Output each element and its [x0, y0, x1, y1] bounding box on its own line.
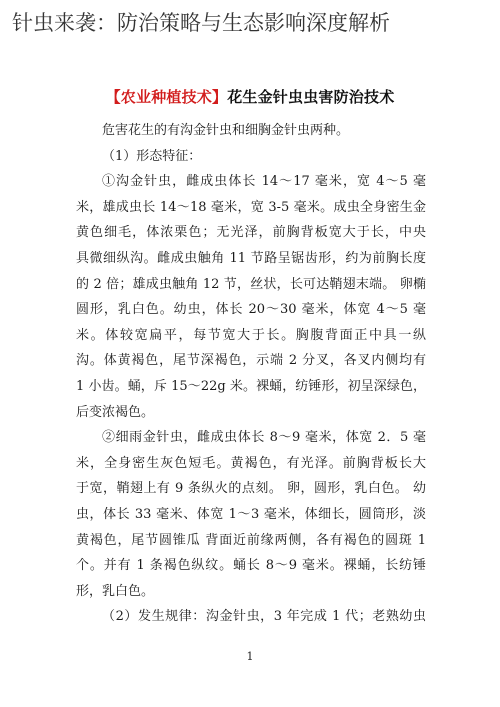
document-line: 具微细纵沟。雌成虫触角 11 节路呈锯齿形，约为前胸长度 [76, 250, 426, 266]
document-line: 黄褐色，尾节圆锥瓜 背面近前缘两侧，各有褐色的圆斑 1 [76, 532, 426, 548]
document-line: 虫，体长 33 毫米、体宽 1～3 毫米，体细长，圆筒形，淡 [76, 506, 426, 522]
document-title [0, 86, 500, 107]
document-line: 危害花生的有沟金针虫和细胸金针虫两种。 [102, 123, 350, 138]
page-number: 1 [246, 650, 254, 663]
document-line: 后变浓褐色。 [76, 404, 155, 420]
document-line: ①沟金针虫，雌成虫体长 14～17 毫米，宽 4～5 毫 [102, 174, 426, 190]
document-line: 1 小齿。蛹，斥 15～22g 米。裸蛹，纺锤形，初呈深绿色， [76, 378, 426, 394]
document-body [76, 118, 426, 630]
page-header-title: 针虫来袭：防治策略与生态影响深度解析 [12, 11, 390, 35]
document-title-text: 花生金针虫虫害防治技术 [227, 88, 395, 106]
document-line: 个。并有 1 条褐色纵纹。蛹长 8～9 毫米。裸蛹，长纺锤 [76, 558, 426, 574]
document-line: 圆形，乳白色。幼虫，体长 20～30 毫米，体宽 4～5 毫 [76, 302, 426, 318]
document-line: 米，雄成虫长 14～18 毫米，宽 3-5 毫米。成虫全身密生金 [76, 199, 426, 215]
document-line: ②细雨金针虫，雌成虫体长 8～9 毫米，体宽 2．5 毫 [102, 430, 426, 446]
document-line: 沟。体黄褐色，尾节深褐色，示端 2 分叉，各叉内侧均有 [76, 353, 426, 369]
document-line: （2）发生规律：沟金针虫，3 年完成 1 代；老熟幼虫 [102, 609, 426, 625]
document-line: 黄色细毛，体浓栗色；无光泽，前胸背板宽大于长，中央 [76, 225, 426, 241]
document-line: 的 2 倍；雄成虫触角 12 节，丝状，长可达鞘翅末端。 卵椭 [76, 276, 426, 292]
document-line: 形，乳白色。 [76, 583, 155, 599]
document-title-category: 【农业种植技术】 [105, 88, 228, 106]
document-line: （1）形态特征： [102, 148, 202, 164]
document-line: 米，全身密生灰色短毛。黄褐色，有光泽。前胸背板长大 [76, 455, 426, 471]
document-line: 米。体较宽扁平，每节宽大于长。胸腹背面正中具一纵 [76, 327, 426, 343]
document-line: 于宽，鞘翅上有 9 条纵火的点刻。 卵，圆形，乳白色。 幼 [76, 481, 426, 497]
